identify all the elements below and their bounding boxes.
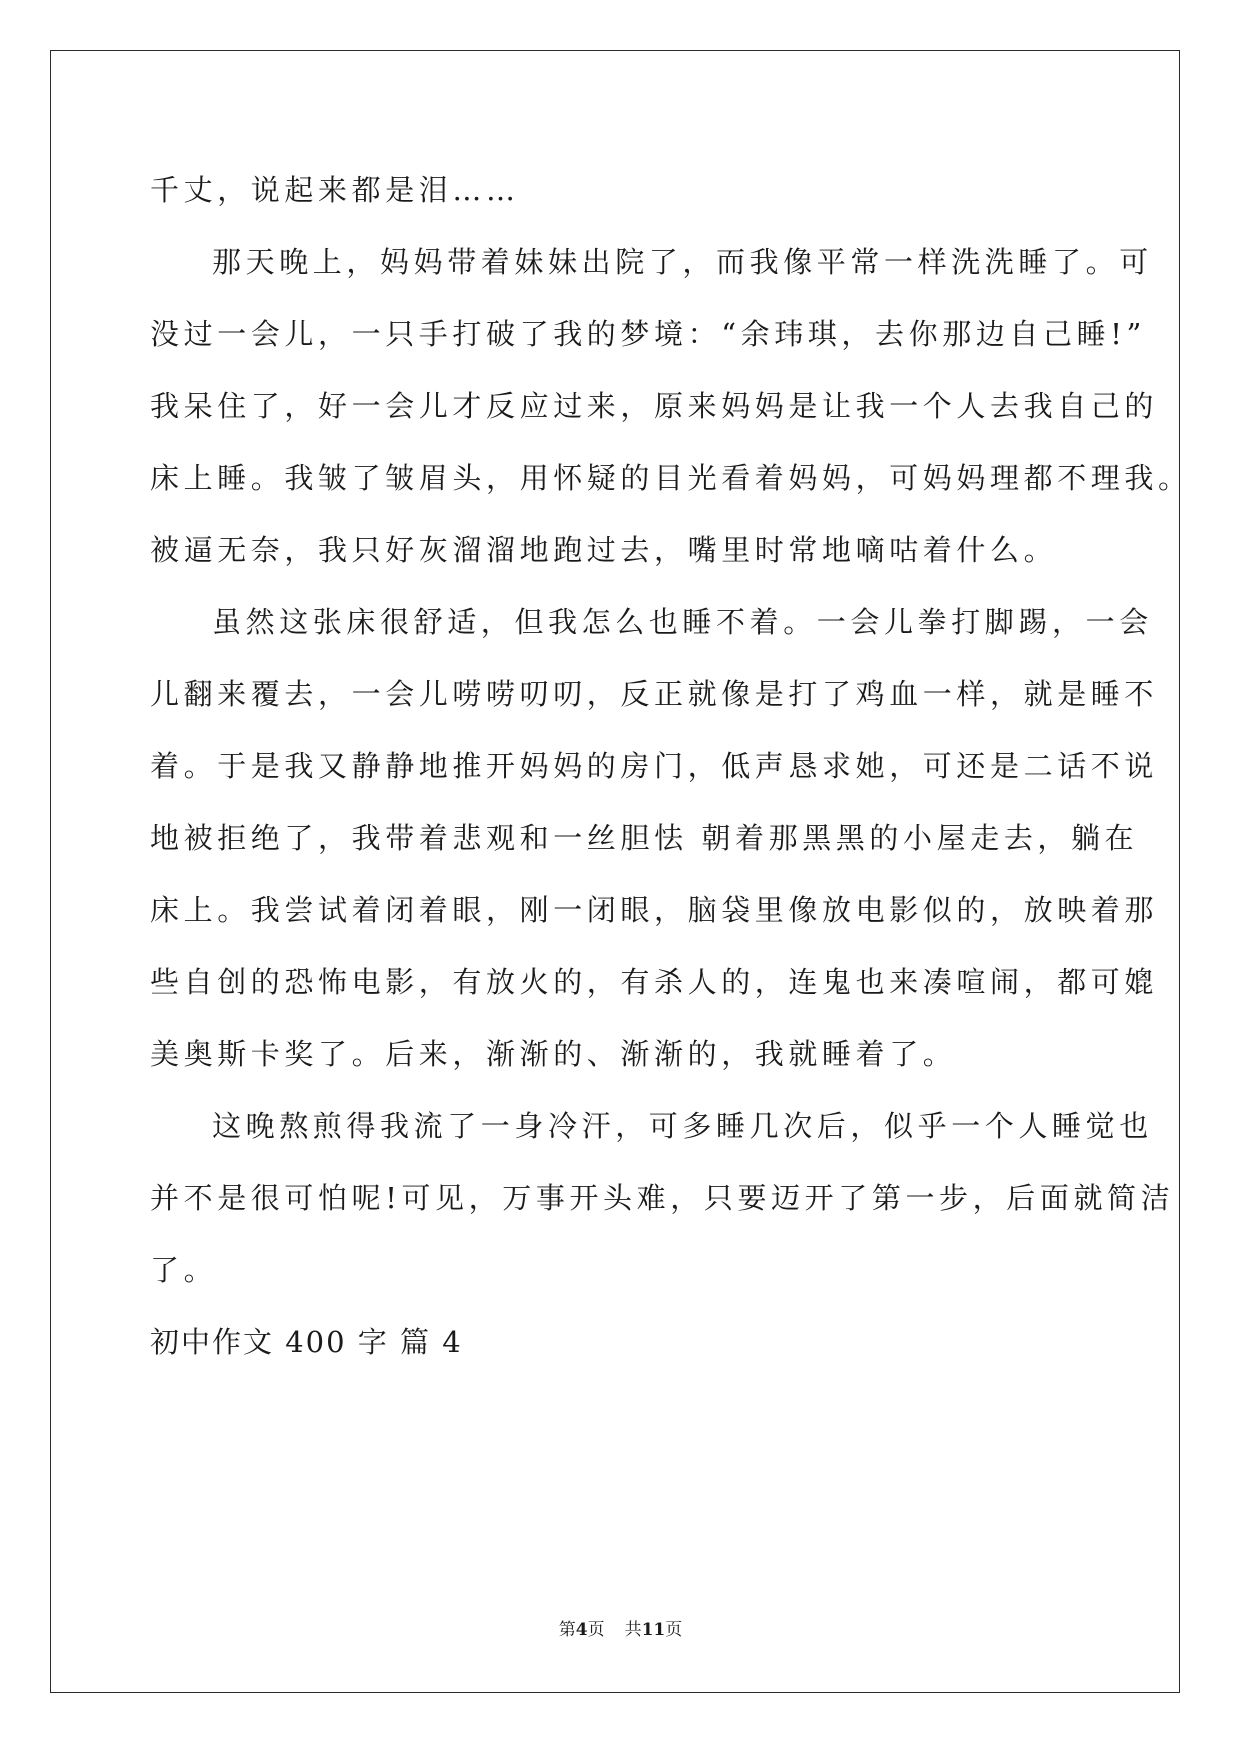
text-line: 并不是很可怕呢!可见，万事开头难，只要迈开了第一步，后面就简洁 <box>150 1181 1175 1215</box>
text-line: 美奥斯卡奖了。后来，渐渐的、渐渐的，我就睡着了。 <box>150 1037 957 1071</box>
text-line: 地被拒绝了，我带着悲观和一丝胆怯 朝着那黑黑的小屋走去，躺在 <box>150 821 1139 855</box>
page-footer <box>0 1619 1241 1641</box>
page-prefix: 第 <box>558 1620 576 1640</box>
text-line: 床上睡。我皱了皱眉头，用怀疑的目光看着妈妈，可妈妈理都不理我。 <box>150 461 1192 495</box>
page-current-number: 4 <box>575 1620 588 1640</box>
paragraph-start-line: 这晚熬煎得我流了一身冷汗，可多睡几次后，似乎一个人睡觉也 <box>212 1109 1153 1143</box>
page-suffix: 页 <box>587 1620 605 1640</box>
text-line: 些自创的恐怖电影，有放火的，有杀人的，连鬼也来凑喧闹，都可媲 <box>150 965 1159 999</box>
text-line: 儿翻来覆去，一会儿唠唠叨叨，反正就像是打了鸡血一样，就是睡不 <box>150 677 1159 711</box>
text-line: 千丈，说起来都是泪…… <box>150 173 520 207</box>
text-line: 床上。我尝试着闭着眼，刚一闭眼，脑袋里像放电影似的，放映着那 <box>150 893 1159 927</box>
text-line: 我呆住了，好一会儿才反应过来，原来妈妈是让我一个人去我自己的 <box>150 389 1159 423</box>
paragraph-start-line: 那天晚上，妈妈带着妹妹出院了，而我像平常一样洗洗睡了。可 <box>212 245 1153 279</box>
page-total-number: 11 <box>641 1620 666 1640</box>
total-prefix: 共 <box>624 1620 642 1640</box>
paragraph-start-line: 虽然这张床很舒适，但我怎么也睡不着。一会儿拳打脚踢，一会 <box>212 605 1153 639</box>
total-suffix: 页 <box>665 1620 683 1640</box>
page-border <box>50 50 1180 1693</box>
text-line: 没过一会儿，一只手打破了我的梦境：“余玮琪，去你那边自己睡!” <box>150 317 1146 351</box>
text-line: 着。于是我又静静地推开妈妈的房门，低声恳求她，可还是二话不说 <box>150 749 1159 783</box>
section-heading: 初中作文 400 字 篇 4 <box>150 1325 463 1359</box>
text-line: 被逼无奈，我只好灰溜溜地跑过去，嘴里时常地嘀咕着什么。 <box>150 533 1058 567</box>
text-line: 了。 <box>150 1253 218 1287</box>
